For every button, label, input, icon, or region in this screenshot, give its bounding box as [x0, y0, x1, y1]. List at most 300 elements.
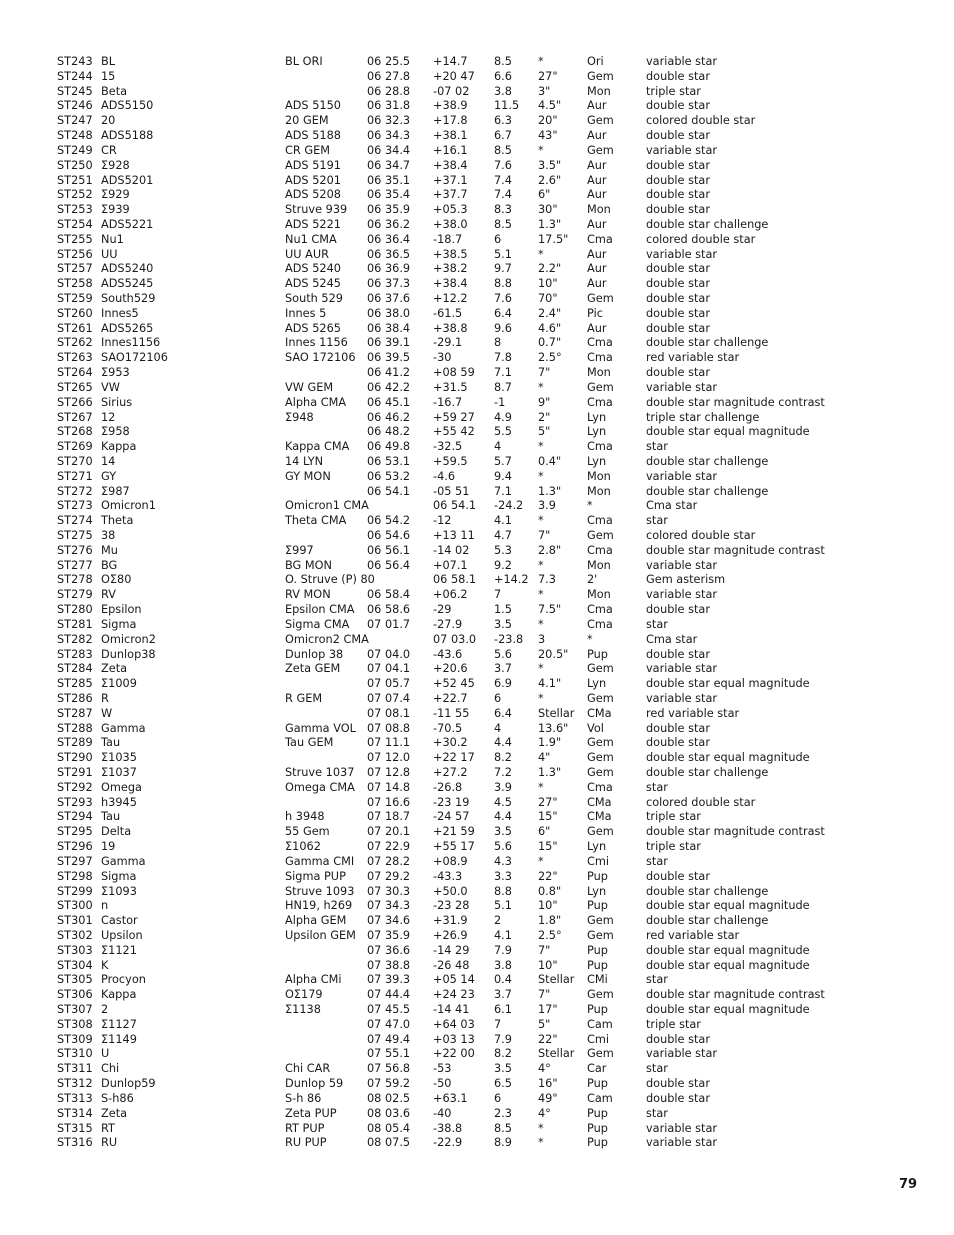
cell-size: * — [538, 247, 544, 261]
cell-dec: +38.0 — [433, 217, 468, 231]
cell-dec: +05.3 — [433, 203, 468, 217]
cell-id: ST300 — [57, 899, 93, 913]
table-row — [0, 159, 954, 174]
table-row — [0, 588, 954, 603]
cell-size: 2.4" — [538, 306, 562, 320]
cell-dec: -61.5 — [433, 306, 463, 320]
cell-type: double star — [646, 203, 710, 217]
cell-size: 15" — [538, 840, 558, 854]
cell-type: variable star — [646, 143, 718, 157]
cell-id: ST257 — [57, 262, 93, 276]
cell-id: ST254 — [57, 217, 93, 231]
cell-designation: Epsilon CMA — [285, 603, 355, 617]
cell-ra: 07 55.1 — [367, 1047, 411, 1061]
cell-ra: 06 34.3 — [367, 129, 411, 143]
cell-ra: 07 59.2 — [367, 1077, 411, 1091]
cell-dec: +59.5 — [433, 454, 468, 468]
cell-constellation: Pup — [587, 647, 608, 661]
cell-constellation: CMi — [587, 973, 608, 987]
cell-dec: +55 42 — [433, 425, 475, 439]
cell-type: double star — [646, 188, 710, 202]
cell-size: 7" — [538, 366, 551, 380]
cell-ra: 06 49.8 — [367, 440, 411, 454]
cell-mag: 8.2 — [494, 751, 512, 765]
cell-id: ST278 — [57, 573, 93, 587]
cell-id: ST276 — [57, 543, 93, 557]
cell-ra: 06 36.5 — [367, 247, 411, 261]
cell-id: ST261 — [57, 321, 93, 335]
cell-ra: 06 38.4 — [367, 321, 411, 335]
cell-constellation: CMa — [587, 706, 612, 720]
cell-mag: 0.4 — [494, 973, 512, 987]
cell-ra: 07 47.0 — [367, 1017, 411, 1031]
cell-mag: 8.2 — [494, 1047, 512, 1061]
cell-constellation: Cma — [587, 232, 613, 246]
cell-id: ST249 — [57, 143, 93, 157]
cell-name: Kappa — [101, 440, 137, 454]
cell-id: ST273 — [57, 499, 93, 513]
cell-size: 5" — [538, 425, 551, 439]
table-row — [0, 1077, 954, 1092]
cell-type: double star — [646, 129, 710, 143]
cell-size: 7" — [538, 988, 551, 1002]
cell-constellation: Cma — [587, 395, 613, 409]
cell-id: ST313 — [57, 1091, 93, 1105]
cell-type: triple star — [646, 84, 701, 98]
cell-size: * — [538, 662, 544, 676]
cell-size: 30" — [538, 203, 558, 217]
cell-dec: -38.8 — [433, 1121, 463, 1135]
table-row — [0, 885, 954, 900]
cell-designation: Gamma VOL — [285, 721, 356, 735]
cell-mag: 4.4 — [494, 736, 512, 750]
cell-ra: 08 05.4 — [367, 1121, 411, 1135]
cell-dec: +27.2 — [433, 766, 468, 779]
cell-type: red variable star — [646, 351, 740, 365]
cell-constellation: Cma — [587, 336, 613, 350]
cell-ra: 06 34.7 — [367, 158, 411, 172]
cell-constellation: Mon — [587, 366, 611, 380]
cell-constellation: Cma — [587, 514, 613, 528]
table-row — [0, 529, 954, 544]
table-row — [0, 855, 954, 870]
cell-constellation: Gem asterism — [646, 573, 726, 587]
cell-designation: Innes 1156 — [285, 336, 348, 350]
cell-type: double star — [646, 647, 710, 661]
cell-dec: -07 02 — [433, 84, 470, 98]
cell-name: Zeta — [101, 662, 128, 676]
cell-dec: +55 17 — [433, 840, 475, 854]
cell-id: ST245 — [57, 84, 93, 98]
cell-name: Kappa — [101, 988, 137, 1002]
cell-mag: 9.6 — [494, 321, 512, 335]
table-row — [0, 514, 954, 529]
cell-name: Delta — [101, 825, 132, 839]
cell-mag: 8.8 — [494, 884, 512, 898]
cell-constellation: Cmi — [587, 1032, 610, 1046]
cell-dec: +05 14 — [433, 973, 475, 987]
cell-id: ST268 — [57, 425, 93, 439]
cell-name: Σ929 — [101, 188, 130, 202]
cell-dec: -24 57 — [433, 810, 470, 824]
cell-size: 2.8" — [538, 543, 562, 557]
cell-ra: 08 03.6 — [367, 1106, 411, 1120]
cell-id: ST252 — [57, 188, 93, 202]
cell-mag: 5.1 — [494, 899, 512, 913]
cell-dec: -26.8 — [433, 780, 463, 794]
cell-constellation: Pup — [587, 1136, 608, 1150]
cell-mag: 8.7 — [494, 380, 512, 394]
table-row — [0, 262, 954, 277]
cell-name: Tau — [101, 736, 121, 750]
cell-size: 17" — [538, 1003, 558, 1016]
cell-mag: 2 — [494, 914, 502, 928]
table-row — [0, 944, 954, 959]
cell-mag: 5.7 — [494, 454, 512, 468]
cell-ra: 08 02.5 — [367, 1091, 411, 1105]
cell-name: Innes5 — [101, 306, 139, 320]
cell-dec: +22 17 — [433, 751, 475, 765]
cell-type: double star — [646, 99, 710, 113]
cell-designation: ADS 5208 — [285, 188, 341, 202]
cell-dec: -22.9 — [433, 1136, 463, 1150]
cell-type: double star — [646, 1091, 710, 1105]
cell-constellation: Vol — [587, 721, 604, 735]
cell-id: ST315 — [57, 1121, 93, 1135]
cell-dec: -43.6 — [433, 647, 463, 661]
cell-constellation: Mon — [587, 484, 611, 498]
cell-id: ST247 — [57, 114, 93, 128]
cell-size: * — [538, 558, 544, 572]
cell-type: double star challenge — [646, 766, 769, 779]
cell-size: 16" — [538, 1077, 558, 1091]
table-row — [0, 218, 954, 233]
cell-size: 20" — [538, 114, 558, 128]
table-row — [0, 499, 954, 514]
cell-ra: 07 11.1 — [367, 736, 411, 750]
cell-type: double star equal magnitude — [646, 425, 810, 439]
cell-dec: +22.7 — [433, 691, 468, 705]
cell-constellation: Cma — [587, 617, 613, 631]
table-row — [0, 85, 954, 100]
cell-size: 7" — [538, 943, 551, 957]
cell-type: star — [646, 854, 668, 868]
cell-dec: +14.7 — [433, 55, 468, 68]
cell-mag: 3.9 — [494, 780, 512, 794]
cell-name: Mu — [101, 543, 118, 557]
cell-dec: +24 23 — [433, 988, 475, 1002]
cell-ra: 06 46.2 — [367, 410, 411, 424]
cell-constellation: Gem — [587, 114, 614, 128]
cell-size: 4.1" — [538, 677, 562, 691]
cell-dec: +16.1 — [433, 143, 468, 157]
cell-size: 0.4" — [538, 454, 562, 468]
cell-constellation: Cma — [587, 543, 613, 557]
cell-designation: Theta CMA — [285, 514, 347, 528]
cell-ra: 06 34.4 — [367, 143, 411, 157]
cell-mag: 7.3 — [538, 573, 556, 587]
cell-designation: Σ997 — [285, 543, 314, 557]
cell-name: 12 — [101, 410, 116, 424]
cell-ra: 06 45.1 — [367, 395, 411, 409]
cell-constellation: Gem — [587, 662, 614, 676]
cell-size: 1.3" — [538, 484, 562, 498]
cell-constellation: Mon — [587, 558, 611, 572]
cell-id: ST267 — [57, 410, 93, 424]
cell-size: 2" — [538, 410, 551, 424]
cell-designation: Alpha CMi — [285, 973, 342, 987]
cell-designation: 55 Gem — [285, 825, 330, 839]
cell-ra: 07 44.4 — [367, 988, 411, 1002]
cell-mag: 6.9 — [494, 677, 512, 691]
cell-size: Stellar — [538, 973, 575, 987]
table-row — [0, 203, 954, 218]
cell-constellation: Gem — [587, 736, 614, 750]
table-row — [0, 899, 954, 914]
cell-size: 27" — [538, 69, 558, 83]
cell-size: 0.8" — [538, 884, 562, 898]
cell-dec: -23 28 — [433, 899, 470, 913]
cell-id: ST277 — [57, 558, 93, 572]
cell-id: ST308 — [57, 1017, 93, 1031]
cell-dec: +59 27 — [433, 410, 475, 424]
cell-size: 1.8" — [538, 914, 562, 928]
table-row — [0, 544, 954, 559]
cell-name: Σ939 — [101, 203, 130, 217]
cell-designation: 14 LYN — [285, 454, 324, 468]
cell-ra: 06 37.6 — [367, 292, 411, 305]
table-row — [0, 277, 954, 292]
cell-constellation: Lyn — [587, 454, 607, 468]
cell-name: Gamma — [101, 854, 146, 868]
cell-constellation: Lyn — [587, 840, 607, 854]
cell-mag: 8 — [494, 336, 502, 350]
table-row — [0, 144, 954, 159]
cell-id: ST286 — [57, 691, 93, 705]
cell-size: 0.7" — [538, 336, 562, 350]
cell-constellation: Gem — [587, 766, 614, 779]
cell-size: * — [538, 854, 544, 868]
cell-designation: Nu1 CMA — [285, 232, 337, 246]
cell-designation: Zeta PUP — [285, 1106, 337, 1120]
cell-constellation: Gem — [587, 69, 614, 83]
cell-mag: 6.7 — [494, 129, 512, 143]
cell-ra: 06 53.1 — [367, 454, 411, 468]
cell-dec: +37.1 — [433, 173, 468, 187]
cell-constellation: Gem — [587, 691, 614, 705]
cell-size: 27" — [538, 795, 558, 809]
table-row — [0, 603, 954, 618]
cell-size: 4° — [538, 1062, 551, 1076]
cell-size: 2.5° — [538, 351, 562, 365]
cell-size: 70" — [538, 292, 558, 305]
cell-size: * — [538, 1136, 544, 1150]
cell-mag: 9.7 — [494, 262, 512, 276]
table-row — [0, 351, 954, 366]
cell-ra: 07 03.0 — [433, 632, 477, 646]
cell-dec: +07.1 — [433, 558, 468, 572]
cell-name: Σ1121 — [101, 943, 137, 957]
table-row — [0, 722, 954, 737]
cell-mag: 5.3 — [494, 543, 512, 557]
cell-size: 22" — [538, 1032, 558, 1046]
cell-id: ST287 — [57, 706, 93, 720]
cell-id: ST246 — [57, 99, 93, 113]
cell-name: Zeta — [101, 1106, 128, 1120]
cell-mag: 2.3 — [494, 1106, 512, 1120]
cell-ra: 06 36.9 — [367, 262, 411, 276]
cell-mag: 7.8 — [494, 351, 512, 365]
cell-mag: 8.3 — [494, 203, 512, 217]
table-row — [0, 929, 954, 944]
cell-size: * — [538, 143, 544, 157]
cell-ra: 06 58.4 — [367, 588, 411, 602]
cell-constellation: Pup — [587, 958, 608, 972]
cell-mag: 6.4 — [494, 706, 512, 720]
cell-ra: 07 08.8 — [367, 721, 411, 735]
table-row — [0, 796, 954, 811]
cell-name: UU — [101, 247, 118, 261]
cell-type: variable star — [646, 1136, 718, 1150]
cell-designation: Struve 1037 — [285, 766, 355, 779]
cell-mag: 5.6 — [494, 840, 512, 854]
cell-type: double star — [646, 721, 710, 735]
cell-size: Stellar — [538, 1047, 575, 1061]
cell-ra: 07 39.3 — [367, 973, 411, 987]
cell-dec: +12.2 — [433, 292, 468, 305]
cell-mag: 7.2 — [494, 766, 512, 779]
cell-dec: +38.9 — [433, 99, 468, 113]
cell-mag: 7.6 — [494, 158, 512, 172]
cell-mag: 4.3 — [494, 854, 512, 868]
cell-id: ST307 — [57, 1003, 93, 1016]
cell-name: Σ1093 — [101, 884, 137, 898]
cell-ra: 07 12.0 — [367, 751, 411, 765]
table-row — [0, 1018, 954, 1033]
cell-name: CR — [101, 143, 117, 157]
table-row — [0, 870, 954, 885]
cell-id: ST274 — [57, 514, 93, 528]
cell-type: double star magnitude contrast — [646, 395, 825, 409]
cell-mag: 6 — [494, 691, 502, 705]
cell-id: ST298 — [57, 869, 93, 883]
cell-type: star — [646, 1106, 668, 1120]
cell-ra: 06 39.5 — [367, 351, 411, 365]
cell-id: ST314 — [57, 1106, 93, 1120]
cell-dec: -24.2 — [494, 499, 524, 513]
cell-ra: 07 29.2 — [367, 869, 411, 883]
cell-name: Omicron1 — [101, 499, 156, 513]
cell-designation: Innes 5 — [285, 306, 327, 320]
cell-mag: 8.5 — [494, 217, 512, 231]
cell-dec: +06.2 — [433, 588, 468, 602]
cell-mag: 8.8 — [494, 277, 512, 291]
cell-name: ADS5221 — [101, 217, 154, 231]
cell-constellation: Gem — [587, 988, 614, 1002]
cell-constellation: CMa — [587, 810, 612, 824]
cell-size: 1.3" — [538, 766, 562, 779]
table-row — [0, 233, 954, 248]
cell-constellation: Gem — [587, 1047, 614, 1061]
cell-designation: ADS 5265 — [285, 321, 341, 335]
table-row — [0, 914, 954, 929]
table-row — [0, 188, 954, 203]
cell-id: ST264 — [57, 366, 93, 380]
cell-id: ST280 — [57, 603, 93, 617]
cell-id: ST304 — [57, 958, 93, 972]
cell-designation: RV MON — [285, 588, 331, 602]
cell-size: 4.6" — [538, 321, 562, 335]
cell-type: double star — [646, 603, 710, 617]
cell-size: Stellar — [538, 706, 575, 720]
cell-ra: 07 56.8 — [367, 1062, 411, 1076]
cell-dec: -32.5 — [433, 440, 463, 454]
cell-id: ST265 — [57, 380, 93, 394]
cell-type: double star magnitude contrast — [646, 825, 825, 839]
table-row — [0, 677, 954, 692]
cell-mag: 3.5 — [494, 617, 512, 631]
cell-designation: Chi CAR — [285, 1062, 331, 1076]
cell-name: h3945 — [101, 795, 137, 809]
cell-constellation: Pup — [587, 899, 608, 913]
cell-dec: +31.5 — [433, 380, 468, 394]
table-row — [0, 973, 954, 988]
cell-type: star — [646, 973, 668, 987]
cell-size: 5" — [538, 1017, 551, 1031]
cell-id: ST294 — [57, 810, 93, 824]
cell-size: 7.5" — [538, 603, 562, 617]
cell-dec: +38.8 — [433, 321, 468, 335]
cell-id: ST310 — [57, 1047, 93, 1061]
table-row — [0, 381, 954, 396]
cell-type: double star equal magnitude — [646, 1003, 810, 1016]
cell-size: 7" — [538, 529, 551, 542]
table-row — [0, 959, 954, 974]
cell-constellation: Aur — [587, 321, 607, 335]
cell-constellation: Lyn — [587, 410, 607, 424]
cell-ra: 07 08.1 — [367, 706, 411, 720]
cell-dec: -29.1 — [433, 336, 463, 350]
cell-constellation: Cma — [587, 351, 613, 365]
cell-name: Theta — [101, 514, 134, 528]
cell-dec: +38.5 — [433, 247, 468, 261]
cell-ra: 06 54.2 — [367, 514, 411, 528]
cell-size: * — [587, 499, 593, 513]
cell-ra: 06 56.1 — [367, 543, 411, 557]
cell-dec: +38.4 — [433, 158, 468, 172]
cell-dec: -05 51 — [433, 484, 470, 498]
cell-constellation: Mon — [587, 203, 611, 217]
cell-size: * — [538, 440, 544, 454]
cell-designation: h 3948 — [285, 810, 325, 824]
cell-name: Σ953 — [101, 366, 130, 380]
table-row — [0, 648, 954, 663]
cell-designation: Dunlop 59 — [285, 1077, 344, 1091]
cell-name: OΣ80 — [101, 573, 132, 587]
cell-id: ST255 — [57, 232, 93, 246]
cell-name: Dunlop38 — [101, 647, 156, 661]
cell-name: Upsilon — [101, 928, 143, 942]
cell-dec: -4.6 — [433, 469, 456, 483]
cell-constellation: Cma — [587, 780, 613, 794]
cell-id: ST269 — [57, 440, 93, 454]
cell-designation: BL ORI — [285, 55, 323, 68]
cell-size: 2.6" — [538, 173, 562, 187]
table-row — [0, 322, 954, 337]
cell-designation: Sigma PUP — [285, 869, 346, 883]
cell-mag: 8.5 — [494, 55, 512, 68]
cell-name: SAO172106 — [101, 351, 168, 365]
